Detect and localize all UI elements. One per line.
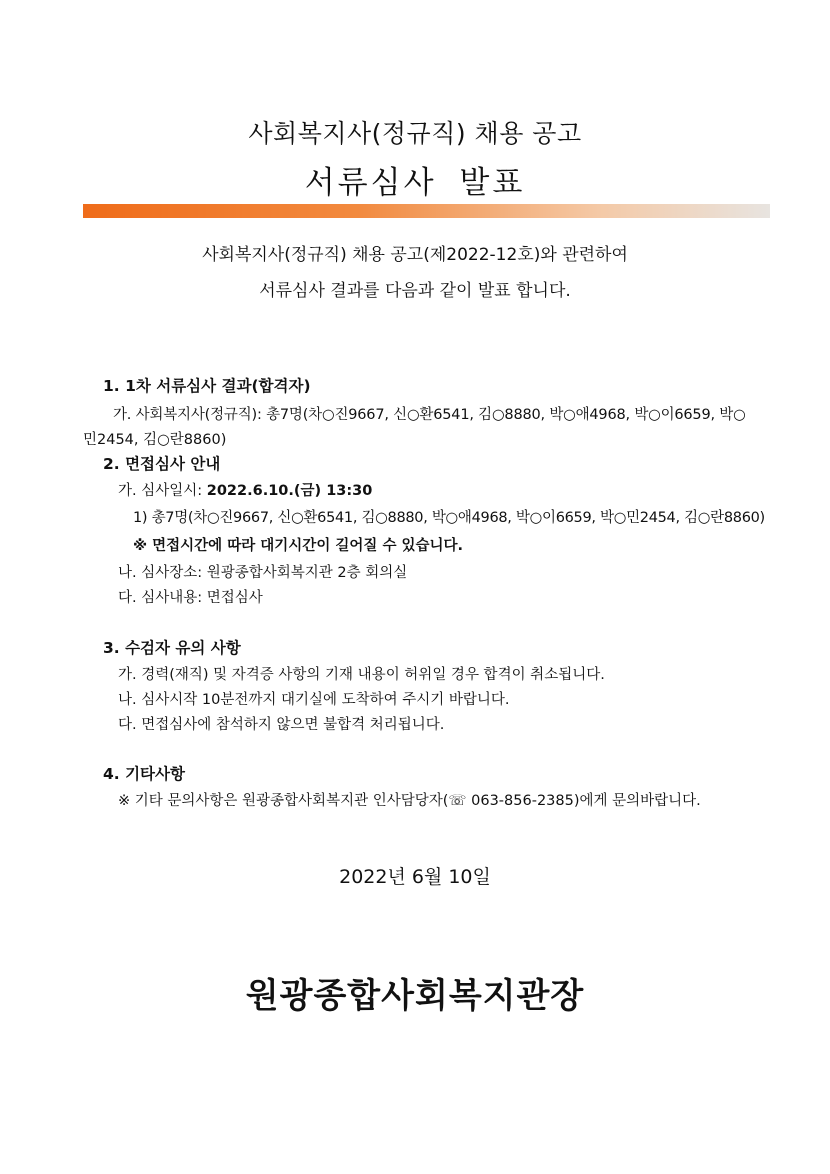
section2-schedule — [118, 479, 372, 500]
section1-item-line2: 민2454, 김○란8860) — [83, 432, 227, 448]
intro-line-1: 사회복지사(정규직) 채용 공고(제2022-12호)와 관련하여 — [202, 245, 628, 265]
schedule-value: 2022.6.10.(금) 13:30 — [206, 483, 373, 499]
section1-item-line1: 가. 사회복지사(정규직): 총7명(차○진9667, 신○환6541, 김○8880, 박○애4968, 박○이6659, 박○ — [113, 407, 746, 423]
section4-heading: 4. 기타사항 — [103, 765, 185, 783]
section2-content: 다. 심사내용: 면접심사 — [118, 590, 263, 606]
page-title: 사회복지사(정규직) 채용 공고 — [248, 119, 582, 148]
section3-item: 가. 경력(재직) 및 자격증 사항의 기재 내용이 허위일 경우 합격이 취소됩니다. — [118, 667, 605, 683]
section2-heading: 2. 면접심사 안내 — [103, 455, 221, 473]
section2-note: ※ 면접시간에 따라 대기시간이 길어질 수 있습니다. — [133, 538, 464, 554]
announcement-date: 2022년 6월 10일 — [339, 866, 491, 888]
section3-heading: 3. 수검자 유의 사항 — [103, 639, 241, 657]
section1-heading: 1. 1차 서류심사 결과(합격자) — [103, 377, 311, 395]
page-subtitle: 서류심사 발표 — [304, 165, 526, 201]
schedule-label: 가. 심사일시: — [118, 483, 207, 499]
section4-note: ※ 기타 문의사항은 원광종합사회복지관 인사담당자(☏ 063-856-2385)에게 문의바랍니다. — [118, 793, 701, 809]
section2-place: 나. 심사장소: 원광종합사회복지관 2층 회의실 — [118, 565, 408, 581]
section3-item: 다. 면접심사에 참석하지 않으면 불합격 처리됩니다. — [118, 717, 445, 733]
section3-item: 나. 심사시작 10분전까지 대기실에 도착하여 주시기 바랍니다. — [118, 692, 510, 708]
signature-org: 원광종합사회복지관장 — [245, 976, 585, 1016]
title-divider-bar — [83, 204, 770, 218]
intro-line-2: 서류심사 결과를 다음과 같이 발표 합니다. — [259, 281, 571, 301]
section2-candidates: 1) 총7명(차○진9667, 신○환6541, 김○8880, 박○애4968, 박○이6659, 박○민2454, 김○란8860) — [133, 510, 765, 526]
